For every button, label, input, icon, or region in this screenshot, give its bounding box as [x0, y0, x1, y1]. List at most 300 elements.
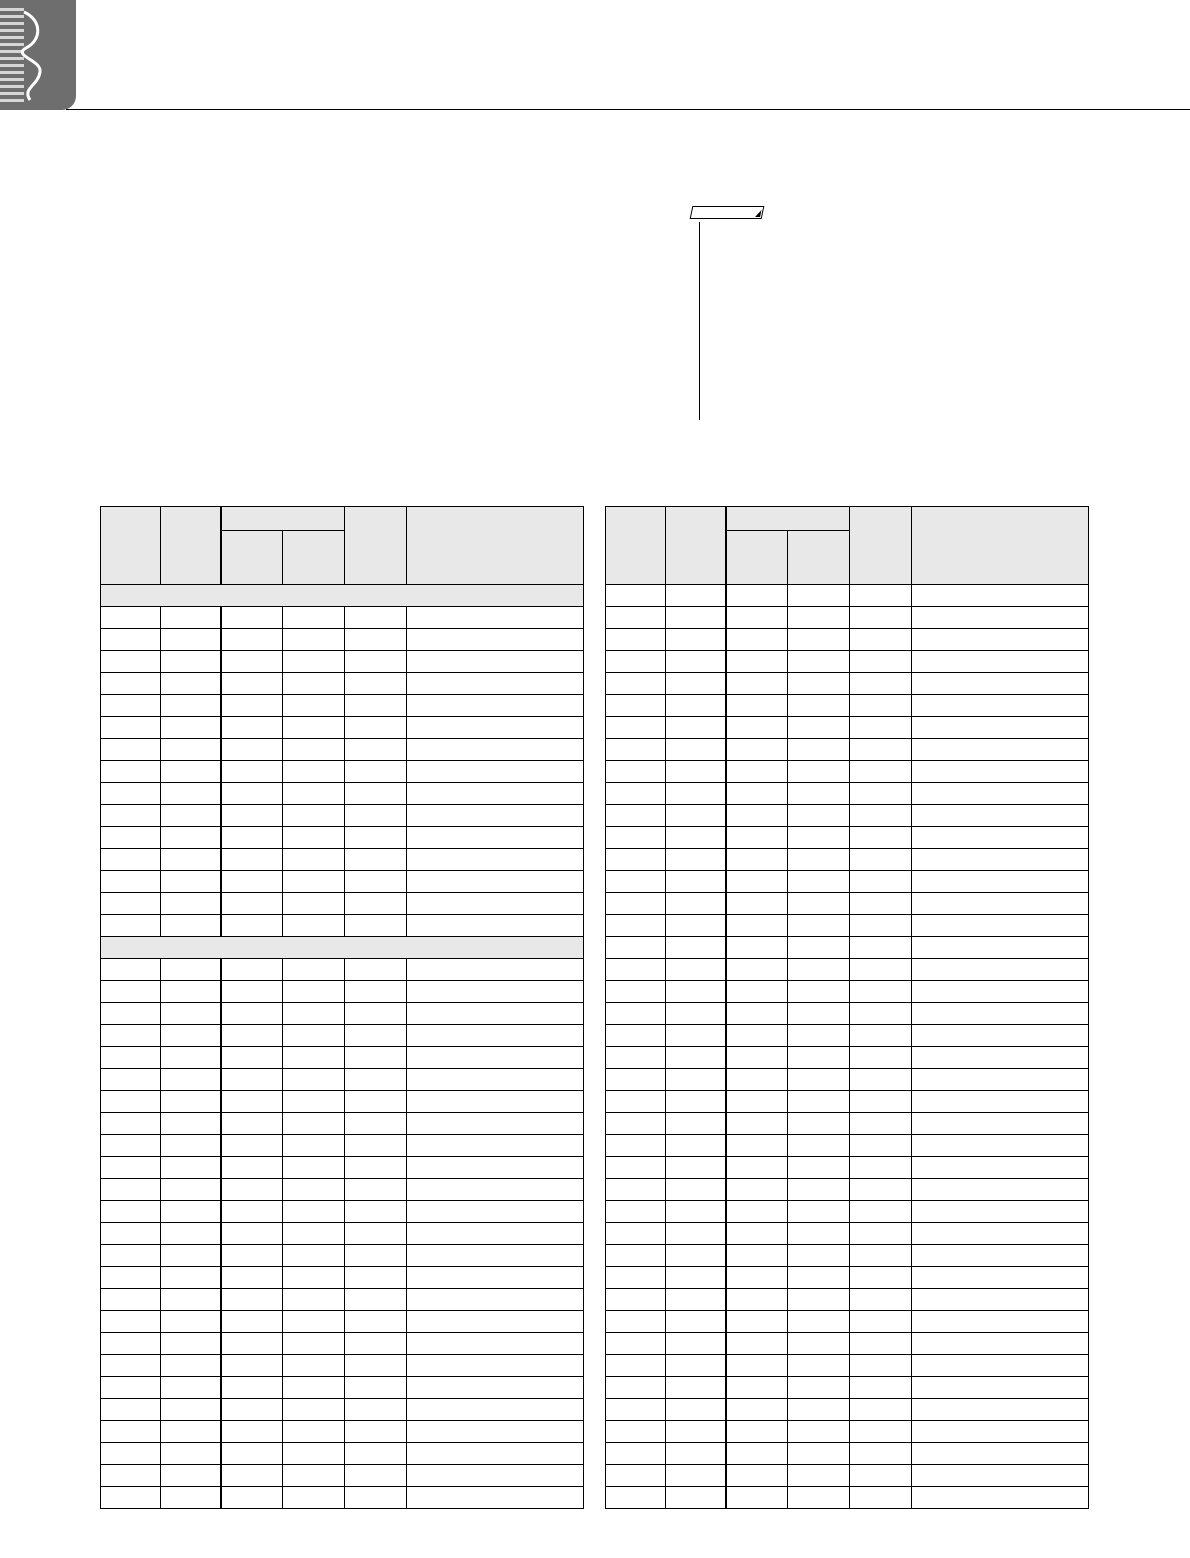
table-row [606, 849, 1089, 871]
table-cell [788, 1091, 850, 1113]
section-row [101, 937, 584, 959]
table-cell [101, 1443, 161, 1465]
table-cell [912, 827, 1089, 849]
table-cell [407, 849, 584, 871]
table-cell [283, 1421, 345, 1443]
table-cell [666, 1267, 726, 1289]
table-row [101, 1443, 584, 1465]
table-cell [850, 915, 912, 937]
table-row [606, 1377, 1089, 1399]
table-cell [161, 1113, 221, 1135]
table-cell [161, 1245, 221, 1267]
table-cell [407, 1135, 584, 1157]
table-cell [850, 1289, 912, 1311]
table-cell [606, 1179, 666, 1201]
table-cell [666, 695, 726, 717]
table-cell [161, 871, 221, 893]
table-row [606, 1487, 1089, 1509]
table-cell [407, 1443, 584, 1465]
table-cell [606, 1201, 666, 1223]
table-cell [606, 849, 666, 871]
table-cell [606, 1421, 666, 1443]
table-row [101, 1333, 584, 1355]
table-cell [788, 1135, 850, 1157]
table-cell [161, 717, 221, 739]
table-cell [850, 717, 912, 739]
table-cell [407, 1047, 584, 1069]
table-cell [850, 585, 912, 607]
table-cell [221, 1069, 283, 1091]
table-cell [606, 1311, 666, 1333]
table-cell [345, 629, 407, 651]
left-header-group [221, 507, 345, 531]
table-cell [850, 1047, 912, 1069]
table-cell [666, 629, 726, 651]
table-cell [345, 1091, 407, 1113]
table-cell [345, 717, 407, 739]
table-row [606, 1179, 1089, 1201]
table-cell [283, 1047, 345, 1069]
table-cell [407, 1157, 584, 1179]
table-cell [606, 1399, 666, 1421]
left-header-sub1 [221, 531, 283, 585]
right-header-sub2 [788, 531, 850, 585]
table-row [606, 1157, 1089, 1179]
table-cell [726, 915, 788, 937]
table-row [606, 695, 1089, 717]
table-cell [101, 805, 161, 827]
table-row [606, 893, 1089, 915]
table-row [101, 1179, 584, 1201]
table-cell [161, 1465, 221, 1487]
table-cell [283, 805, 345, 827]
table-cell [912, 1179, 1089, 1201]
table-cell [788, 1399, 850, 1421]
table-cell [850, 1355, 912, 1377]
table-row [101, 893, 584, 915]
table-cell [221, 1135, 283, 1157]
table-cell [161, 915, 221, 937]
table-cell [221, 629, 283, 651]
table-cell [345, 871, 407, 893]
table-row [101, 1355, 584, 1377]
table-cell [283, 1311, 345, 1333]
table-row [606, 805, 1089, 827]
table-row [606, 1443, 1089, 1465]
table-cell [221, 1487, 283, 1509]
table-cell [606, 1465, 666, 1487]
table-cell [283, 871, 345, 893]
table-cell [221, 1003, 283, 1025]
table-cell [726, 717, 788, 739]
table-cell [345, 1355, 407, 1377]
table-cell [345, 1289, 407, 1311]
table-cell [788, 651, 850, 673]
table-cell [850, 651, 912, 673]
table-row [101, 673, 584, 695]
right-header-col1 [606, 507, 666, 585]
table-row [606, 1135, 1089, 1157]
table-cell [788, 1289, 850, 1311]
table-cell [726, 1223, 788, 1245]
table-cell [666, 1333, 726, 1355]
table-row [101, 1025, 584, 1047]
table-cell [850, 607, 912, 629]
table-cell [161, 1201, 221, 1223]
table-row [606, 1267, 1089, 1289]
table-cell [788, 1025, 850, 1047]
table-cell [606, 915, 666, 937]
table-row [101, 915, 584, 937]
table-cell [606, 1487, 666, 1509]
right-table [605, 506, 1089, 1509]
table-cell [407, 1069, 584, 1091]
table-cell [850, 1487, 912, 1509]
table-cell [850, 739, 912, 761]
table-row [606, 1003, 1089, 1025]
table-cell [606, 827, 666, 849]
table-cell [407, 607, 584, 629]
table-row [101, 827, 584, 849]
table-row [101, 849, 584, 871]
table-cell [912, 651, 1089, 673]
table-cell [283, 1069, 345, 1091]
table-cell [161, 1003, 221, 1025]
table-cell [283, 1355, 345, 1377]
table-cell [606, 893, 666, 915]
table-cell [606, 1245, 666, 1267]
table-cell [221, 1157, 283, 1179]
table-cell [345, 893, 407, 915]
table-cell [221, 849, 283, 871]
table-cell [101, 1267, 161, 1289]
table-cell [101, 1157, 161, 1179]
table-cell [788, 1377, 850, 1399]
table-row [101, 607, 584, 629]
table-cell [666, 1289, 726, 1311]
table-cell [850, 1179, 912, 1201]
table-cell [161, 1289, 221, 1311]
table-cell [726, 1399, 788, 1421]
table-cell [912, 607, 1089, 629]
table-row [606, 1069, 1089, 1091]
table-row [606, 827, 1089, 849]
table-row [101, 629, 584, 651]
table-cell [788, 1157, 850, 1179]
table-cell [912, 981, 1089, 1003]
left-header-sub2 [283, 531, 345, 585]
table-cell [912, 1333, 1089, 1355]
table-row [101, 1465, 584, 1487]
table-cell [726, 1135, 788, 1157]
table-cell [726, 1487, 788, 1509]
table-row [606, 1025, 1089, 1047]
table-cell [345, 827, 407, 849]
table-cell [221, 1047, 283, 1069]
table-cell [101, 1377, 161, 1399]
table-cell [912, 585, 1089, 607]
table-cell [283, 849, 345, 871]
table-cell [788, 717, 850, 739]
table-cell [407, 629, 584, 651]
table-cell [283, 695, 345, 717]
table-cell [161, 739, 221, 761]
table-cell [161, 981, 221, 1003]
table-row [606, 1091, 1089, 1113]
table-cell [788, 1355, 850, 1377]
table-cell [788, 695, 850, 717]
table-cell [666, 937, 726, 959]
table-cell [345, 1135, 407, 1157]
table-cell [101, 1025, 161, 1047]
table-cell [788, 1223, 850, 1245]
table-cell [912, 1487, 1089, 1509]
table-cell [283, 607, 345, 629]
table-row [101, 1377, 584, 1399]
table-cell [726, 1025, 788, 1047]
table-cell [726, 937, 788, 959]
table-row [101, 959, 584, 981]
table-cell [912, 673, 1089, 695]
table-cell [161, 1333, 221, 1355]
table-cell [221, 1311, 283, 1333]
table-cell [912, 1223, 1089, 1245]
table-cell [407, 1245, 584, 1267]
table-cell [726, 1113, 788, 1135]
table-row [606, 959, 1089, 981]
right-header-group [726, 507, 850, 531]
table-row [606, 1399, 1089, 1421]
table-cell [345, 1179, 407, 1201]
table-cell [726, 673, 788, 695]
table-cell [161, 1399, 221, 1421]
table-cell [666, 1399, 726, 1421]
note-tag-icon [690, 206, 765, 219]
table-cell [221, 1355, 283, 1377]
table-cell [101, 1069, 161, 1091]
table-cell [283, 673, 345, 695]
table-cell [345, 651, 407, 673]
table-cell [283, 1377, 345, 1399]
table-cell [221, 1443, 283, 1465]
table-cell [161, 1421, 221, 1443]
table-cell [161, 1267, 221, 1289]
table-cell [101, 1487, 161, 1509]
table-cell [666, 871, 726, 893]
table-cell [407, 1333, 584, 1355]
table-cell [788, 1245, 850, 1267]
table-cell [666, 585, 726, 607]
table-cell [345, 739, 407, 761]
table-row [606, 915, 1089, 937]
table-cell [345, 1003, 407, 1025]
table-cell [726, 1355, 788, 1377]
table-cell [221, 1113, 283, 1135]
table-cell [912, 937, 1089, 959]
table-cell [788, 871, 850, 893]
table-cell [345, 607, 407, 629]
table-cell [101, 739, 161, 761]
table-cell [606, 959, 666, 981]
table-cell [726, 1311, 788, 1333]
table-cell [666, 1311, 726, 1333]
table-cell [850, 1443, 912, 1465]
table-cell [283, 739, 345, 761]
table-cell [221, 739, 283, 761]
table-cell [161, 1377, 221, 1399]
table-row [606, 585, 1089, 607]
table-cell [161, 651, 221, 673]
table-row [606, 981, 1089, 1003]
table-cell [101, 673, 161, 695]
table-cell [850, 893, 912, 915]
table-cell [788, 1003, 850, 1025]
table-cell [850, 1069, 912, 1091]
table-row [101, 871, 584, 893]
table-cell [788, 827, 850, 849]
table-cell [221, 1333, 283, 1355]
table-cell [101, 871, 161, 893]
table-row [101, 1399, 584, 1421]
table-cell [606, 1047, 666, 1069]
table-cell [283, 959, 345, 981]
table-cell [912, 1289, 1089, 1311]
table-cell [161, 1157, 221, 1179]
table-cell [788, 915, 850, 937]
table-cell [101, 1179, 161, 1201]
table-cell [850, 1223, 912, 1245]
table-cell [101, 981, 161, 1003]
table-cell [407, 1201, 584, 1223]
table-cell [912, 1245, 1089, 1267]
table-cell [912, 717, 1089, 739]
table-cell [788, 783, 850, 805]
table-cell [221, 827, 283, 849]
left-table-body [101, 585, 584, 1509]
table-cell [912, 1465, 1089, 1487]
table-cell [850, 871, 912, 893]
table-cell [726, 871, 788, 893]
table-cell [221, 1399, 283, 1421]
table-cell [912, 739, 1089, 761]
table-cell [726, 1245, 788, 1267]
table-cell [101, 959, 161, 981]
table-row [101, 783, 584, 805]
table-cell [606, 717, 666, 739]
table-cell [283, 827, 345, 849]
table-cell [161, 1443, 221, 1465]
table-cell [345, 1047, 407, 1069]
table-cell [407, 1355, 584, 1377]
table-cell [283, 915, 345, 937]
table-cell [101, 1003, 161, 1025]
table-cell [850, 1201, 912, 1223]
table-cell [912, 1025, 1089, 1047]
table-row [606, 937, 1089, 959]
table-cell [101, 1333, 161, 1355]
table-cell [912, 1443, 1089, 1465]
table-cell [221, 1245, 283, 1267]
table-cell [788, 849, 850, 871]
table-cell [283, 1135, 345, 1157]
table-cell [101, 827, 161, 849]
section-label [101, 937, 584, 959]
table-cell [407, 915, 584, 937]
table-cell [606, 1443, 666, 1465]
header-rule [66, 109, 1190, 110]
table-cell [666, 1069, 726, 1091]
table-row [101, 1091, 584, 1113]
table-cell [101, 1399, 161, 1421]
table-row [606, 1113, 1089, 1135]
table-cell [666, 1135, 726, 1157]
chapter-tab [0, 0, 76, 110]
right-table-body [606, 585, 1089, 1509]
table-cell [283, 981, 345, 1003]
table-cell [221, 717, 283, 739]
table-cell [666, 827, 726, 849]
table-cell [666, 1245, 726, 1267]
table-cell [850, 1245, 912, 1267]
table-cell [101, 695, 161, 717]
table-row [101, 651, 584, 673]
table-cell [345, 1069, 407, 1091]
table-cell [345, 1025, 407, 1047]
section-row [101, 585, 584, 607]
table-cell [666, 849, 726, 871]
table-cell [345, 761, 407, 783]
table-cell [666, 1377, 726, 1399]
table-cell [912, 1047, 1089, 1069]
table-cell [407, 695, 584, 717]
table-cell [666, 1003, 726, 1025]
table-cell [666, 1091, 726, 1113]
left-header-col6 [407, 507, 584, 585]
table-row [606, 1355, 1089, 1377]
table-cell [283, 761, 345, 783]
table-cell [221, 1091, 283, 1113]
table-cell [726, 1465, 788, 1487]
table-cell [101, 1245, 161, 1267]
table-cell [345, 1113, 407, 1135]
table-cell [666, 805, 726, 827]
note-bracket-line [699, 222, 700, 420]
table-cell [283, 1113, 345, 1135]
table-cell [666, 783, 726, 805]
table-cell [345, 959, 407, 981]
table-cell [221, 1267, 283, 1289]
table-row [101, 1157, 584, 1179]
table-cell [912, 1069, 1089, 1091]
table-cell [101, 1355, 161, 1377]
table-cell [606, 1025, 666, 1047]
table-cell [161, 1047, 221, 1069]
table-cell [788, 1333, 850, 1355]
table-row [606, 717, 1089, 739]
table-cell [283, 1201, 345, 1223]
table-cell [850, 1135, 912, 1157]
table-cell [345, 1487, 407, 1509]
table-cell [606, 1377, 666, 1399]
table-row [101, 695, 584, 717]
table-cell [666, 1157, 726, 1179]
table-cell [221, 959, 283, 981]
table-cell [161, 695, 221, 717]
table-row [101, 1003, 584, 1025]
table-row [606, 1245, 1089, 1267]
table-cell [606, 937, 666, 959]
table-cell [726, 1267, 788, 1289]
